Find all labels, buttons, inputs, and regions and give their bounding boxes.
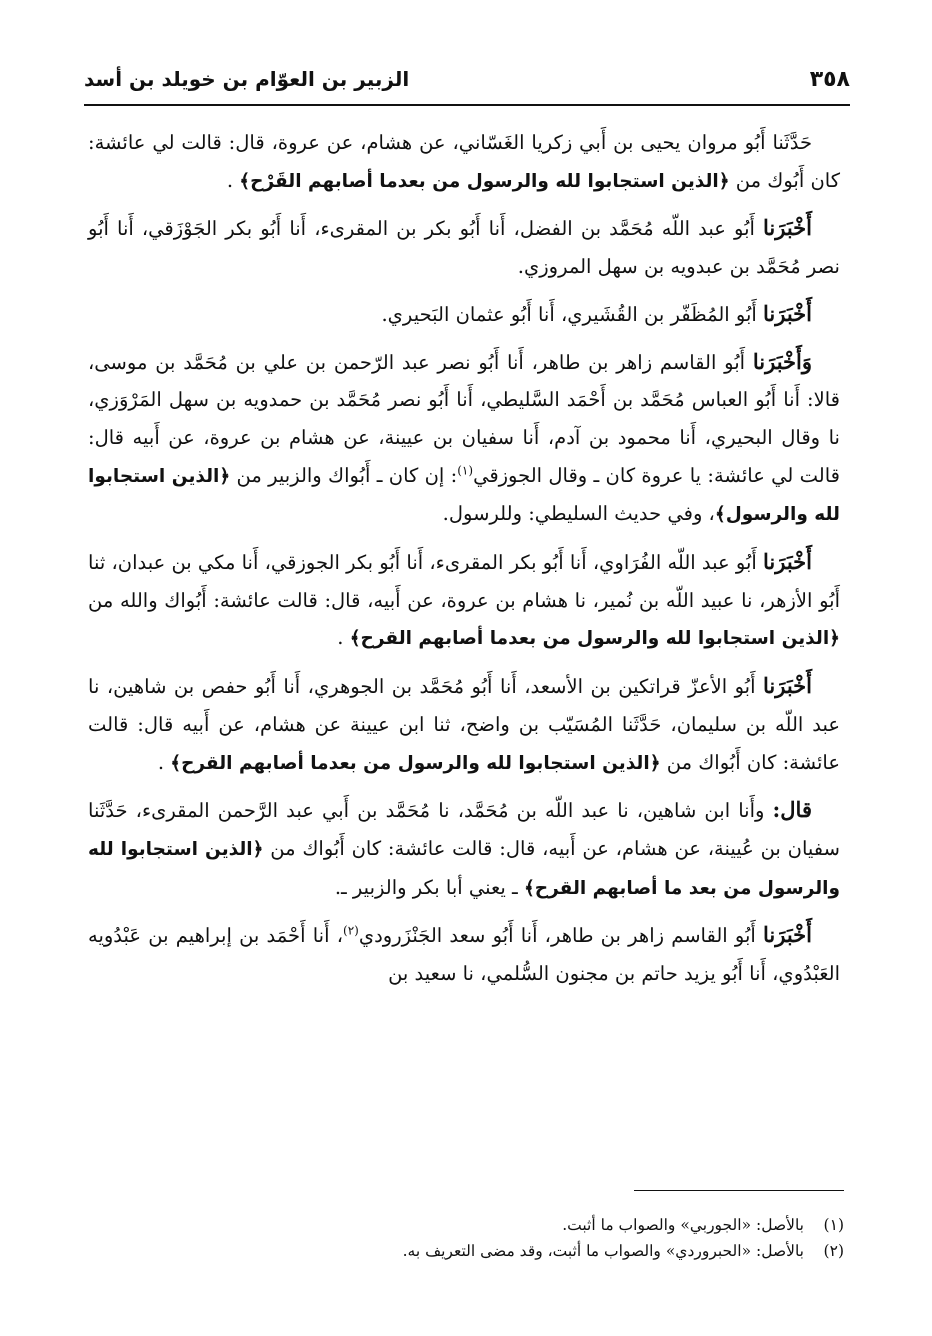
isnad-lead: أَخْبَرَنا bbox=[763, 549, 812, 575]
paragraph-text: . bbox=[337, 626, 350, 650]
paragraph-text: أَبُو الأعزّ قراتكين بن الأسعد، أَنا أَبُو مُحَمَّد بن الجوهري، أَنا أَبُو حفص بن شاهين، نا عبد اللّه بن سليمان، حَدَّثَنا المُسَيّب بن واضح، ثنا ابن عيينة عن هشام، عن أَبيه قال: قالت عائشة: كان أَبُواك من bbox=[88, 675, 840, 774]
paragraph-3 bbox=[88, 295, 840, 334]
footnote-number: (٢) bbox=[823, 1242, 844, 1260]
page-number: ٣٥٨ bbox=[809, 66, 850, 92]
quran-verse: ﴿الذين استجابوا لله والرسول من بعد ما أصابهم القرح﴾ bbox=[88, 838, 840, 899]
isnad-lead: قال: bbox=[772, 797, 812, 823]
paragraph-text: أَبُو القاسم زاهر بن طاهر، أَنا أَبُو سعد الجَنْزَرودي bbox=[358, 924, 764, 948]
isnad-lead: أَخْبَرَنا bbox=[763, 300, 812, 326]
footnote-text: بالأصل: «الحبروردي» والصواب ما أثبت، وقد مضى التعريف به. bbox=[402, 1242, 804, 1260]
isnad-lead: أَخْبَرَنا bbox=[763, 922, 812, 948]
paragraph-6 bbox=[88, 667, 840, 782]
quran-verse: ﴿الذين استجابوا لله والرسول من بعدما أصابهم القرح﴾ bbox=[170, 752, 661, 774]
isnad-lead: أَخْبَرَنا bbox=[763, 215, 812, 241]
main-text bbox=[88, 124, 840, 1002]
footnote-1 bbox=[88, 1212, 844, 1238]
paragraph-text: أَبُو المُظَفّر بن القُشَيري، أَنا أَبُو عثمان البَحيري. bbox=[381, 302, 764, 326]
paragraph-text: أَبُو القاسم زاهر بن طاهر، أَنا أَبُو نصر عبد الرّحمن بن علي بن مُحَمَّد بن موسى، قالا: أَنا أَبُو العباس مُحَمَّد بن أَحْمَد السَّليطي، أَنا أَبُو نصر مُحَمَّد بن حمدويه بن سهل المَرْوَزي، نا وقال البحيري، أَنا محمود بن آدم، أَنا سفيان بن عيينة، عن هشام بن عروة، عن أَبيه قال: قالت لي عائشة: يا عروة كان ـ وقال الجوزقي bbox=[88, 350, 840, 487]
paragraph-4 bbox=[88, 343, 840, 535]
paragraph-text: . bbox=[157, 750, 171, 774]
paragraph-text: حَدَّثَنا أَبُو مروان يحيى بن أَبي زكريا الغَسّاني، عن هشام، عن عروة، قال: قالت لي عائشة: كان أَبُوك من bbox=[88, 131, 840, 192]
isnad-lead: وَأَخْبَرَنا bbox=[752, 348, 812, 374]
paragraph-text: أَبُو عبد اللّه الفُرَاوي، أَنا أَبُو بكر المقرىء، أَنا أَبُو بكر الجوزقي، أَنا مكي بن عبدان، ثنا أَبُو الأزهر، نا عبيد اللّه بن نُمير، نا هشام بن عروة، عن أَبيه، قال: قالت عائشة: أَبُواك والله من bbox=[88, 551, 840, 612]
page-header bbox=[84, 58, 850, 100]
paragraph-text: أَبُو عبد اللّه مُحَمَّد بن الفضل، أَنا أَبُو بكر بن المقرىء، أَنا أَبُو بكر الجَوْزَقي، أَنا أَبُو نصر مُحَمَّد بن عبدويه بن سهل المروزي. bbox=[88, 217, 840, 279]
footnote-divider bbox=[634, 1190, 844, 1191]
paragraph-2 bbox=[88, 209, 840, 285]
paragraph-text: ، وفي حديث السليطي: وللرسول. bbox=[442, 502, 715, 526]
footnotes bbox=[88, 1212, 844, 1264]
isnad-lead: أَخْبَرَنا bbox=[763, 673, 812, 699]
paragraph-text: ، أَنا أَحْمَد بن إبراهيم بن عَبْدُويه العَبْدُوي، أَنا أَبُو يزيد حاتم بن مجنون السُّلمي، نا سعيد بن bbox=[88, 924, 840, 986]
header-divider bbox=[84, 104, 850, 106]
quran-verse: ﴿الذين استجابوا لله والرسول من بعدما أصابهم القَرْح﴾ bbox=[239, 170, 730, 192]
quran-verse: ﴿الذين استجابوا لله والرسول من بعدما أصابهم القرح﴾ bbox=[349, 628, 840, 650]
footnote-marker[interactable]: (١) bbox=[457, 463, 474, 478]
quran-verse: ﴿الذين استجابوا لله والرسول﴾ bbox=[88, 465, 840, 526]
paragraph-8 bbox=[88, 916, 840, 992]
footnote-number: (١) bbox=[823, 1216, 844, 1234]
paragraph-text: . bbox=[226, 168, 240, 192]
paragraph-text: وأَنا ابن شاهين، نا عبد اللّه بن مُحَمَّد، نا مُحَمَّد بن أَبي عبد الرَّحمن المقرىء، حَدَّثَنا سفيان بن عُيينة، عن هشام، عن أَبيه، قال: قالت عائشة: كان أَبُواك من bbox=[88, 799, 840, 860]
running-title: الزبير بن العوّام بن خويلد بن أسد bbox=[84, 67, 410, 91]
footnote-2 bbox=[88, 1238, 844, 1264]
footnote-text: بالأصل: «الجوربي» والصواب ما أثبت. bbox=[562, 1216, 804, 1234]
paragraph-7 bbox=[88, 791, 840, 907]
paragraph-5 bbox=[88, 543, 840, 658]
paragraph-text: : إن كان ـ أَبُواك والزبير من bbox=[230, 463, 458, 487]
footnote-marker[interactable]: (٢) bbox=[343, 923, 359, 938]
paragraph-text: ـ يعني أبا بكر والزبير ـ. bbox=[334, 875, 524, 899]
paragraph-1 bbox=[88, 124, 840, 200]
